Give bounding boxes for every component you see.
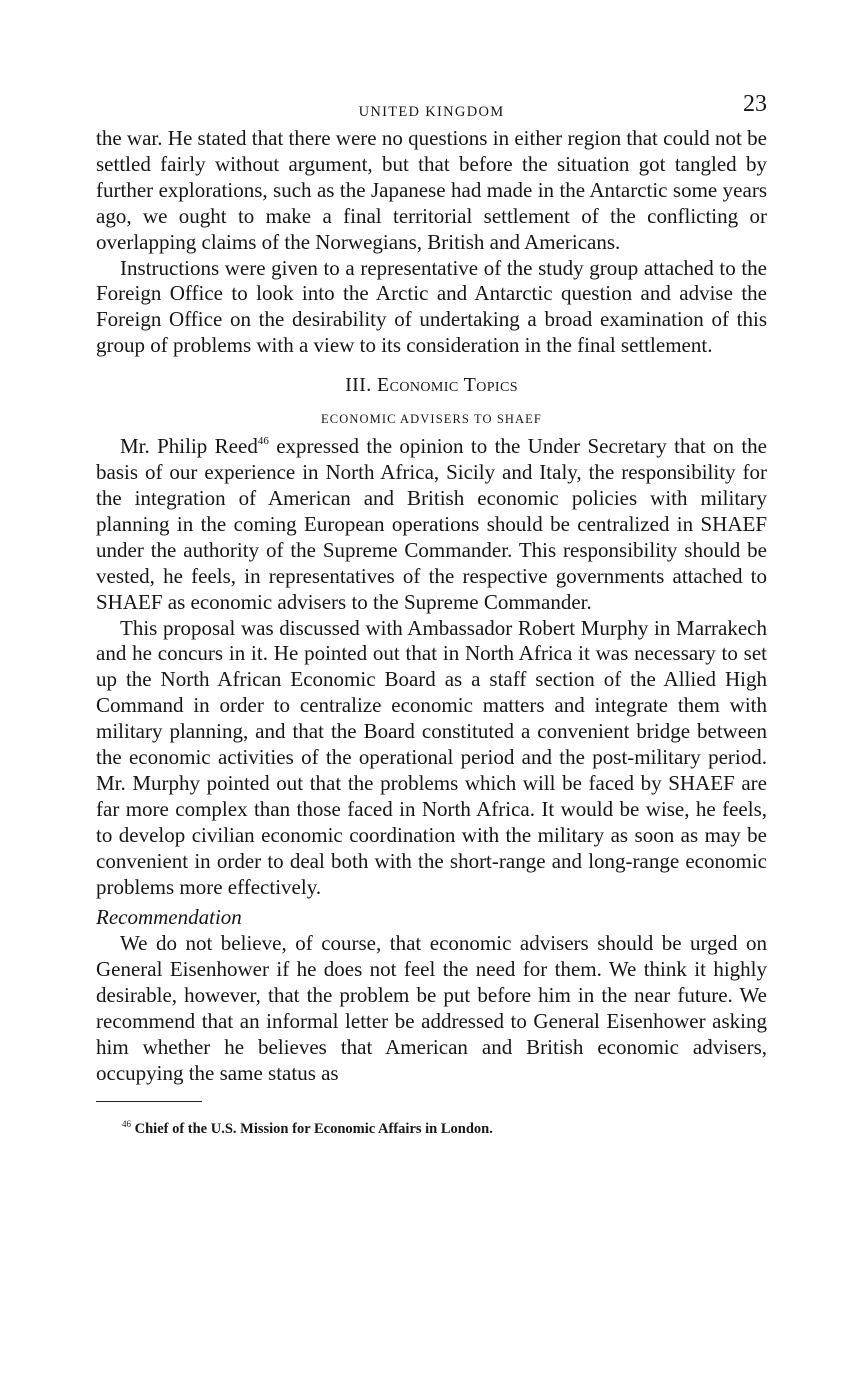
footnote-reference: 46 — [257, 435, 269, 448]
recommendation-heading: Recommendation — [96, 905, 242, 930]
footnote — [96, 1119, 767, 1139]
paragraph-reed-start: Mr. Philip Reed — [120, 434, 258, 459]
paragraph-murphy: This proposal was discussed with Ambassador Robert Murphy in Marrakech and he concurs in it. He pointed out that in North Africa it was necessary to set up the North African Economic Board as a staff section of the Allied High Command in order to centralize economic matters and integrate them with military planning, and that the Board constituted a convenient bridge between the economic activities of the operational period and the post-military period. Mr. Murphy pointed out that the problems which will be faced by SHAEF are far more complex than those faced in North Africa. It would be wise, he feels, to develop civilian economic coordination with the military as soon as may be convenient in order to deal both with the short-range and long-range economic problems more effectively. — [96, 615, 767, 899]
paragraph-recommendation: We do not believe, of course, that economic advisers should be urged on General Eisenhower if he does not feel the need for them. We think it highly desirable, however, that the problem be put before him in the near future. We recommend that an informal letter be addressed to General Eisenhower asking him whether he believes that American and British economic advisers, occupying the same status as — [96, 931, 767, 1085]
running-title: UNITED KINGDOM — [358, 104, 505, 120]
page-number: 23 — [743, 91, 767, 117]
footnote-marker: 46 — [122, 1118, 131, 1129]
paragraph-reed-rest: expressed the opinion to the Under Secretary that on the basis of our experience in North Africa, Sicily and Italy, the responsibility for the integration of American and British economic policies with military planning in the coming European operations should be centralized in SHAEF under the authority of the Supreme Commander. This responsibility should be vested, he feels, in representatives of the respective governments attached to SHAEF as economic advisers to the Supreme Commander. — [96, 434, 767, 614]
footnote-text: Chief of the U.S. Mission for Economic Affairs in London. — [134, 1120, 493, 1137]
paragraph-instructions: Instructions were given to a representative of the study group attached to the Foreign Office to look into the Arctic and Antarctic question and advise the Foreign Office on the desirability of undertaking a broad examination of this group of problems with a view to its consideration in the final settlement. — [96, 255, 767, 358]
running-header — [96, 92, 767, 126]
paragraph-reed — [96, 434, 767, 615]
subsection-heading: ECONOMIC ADVISERS TO SHAEF — [321, 412, 542, 427]
footnote-divider — [96, 1101, 202, 1102]
document-page — [96, 92, 767, 1139]
section-heading: III. Economic Topics — [345, 374, 518, 397]
paragraph-continuation: the war. He stated that there were no questions in either region that could not be settled fairly without argument, but that before the situation got tangled by further explorations, such as the Japanese had made in the Antarctic some years ago, we ought to make a final territorial settlement of the conflicting or overlapping claims of the Norwegians, British and Americans. — [96, 126, 767, 254]
